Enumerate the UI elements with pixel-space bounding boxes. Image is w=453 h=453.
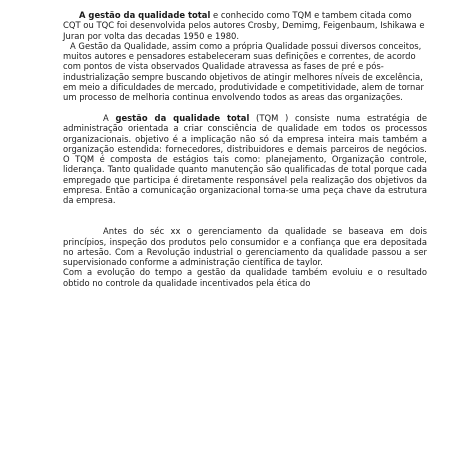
bold-term: gestão da qualidade total — [115, 112, 250, 123]
paragraph-tqm — [63, 113, 427, 206]
paragraph-text: e conhecido como TQM e tambem citada como CQT ou TQC foi desenvolvida pelos autores Crosby, Demimg, Feigenbaum, Ishikawa e Juran por volta das decadas 1950 e 1980. — [63, 10, 425, 41]
paragraph-gap — [63, 206, 427, 216]
paragraph-text: (TQM ) consiste numa estratégia de administração orientada a criar consciência de qualidade em todos os processos organizacionais. objetivo é a implicação não só da empresa inteira mais também a organização estendida: fornecedores, distribuidores e demais parceiros de negócios. O TQM é composta de estágios tais como: planejamento, Organização controle, liderança. Tanto qualidade quanto manutenção são qualificadas de total porque cada empregado que participa é diretamente responsável pela realização dos objetivos da empresa. Então a comunicação organizacional torna-se uma peça chave da estrutura da empresa. — [63, 112, 427, 206]
paragraph-evolution — [63, 267, 427, 288]
paragraph-text: A Gestão da Qualidade, assim como a própria Qualidade possui diversos conceitos, muitos autores e pensadores estabeleceram suas definições e correntes, de acordo com pontos de vista observados Qualidade atravessa as fases de pré e pós-industrialização sempre buscando objetivos de atingir melhores níveis de excelência, em meio a dificuldades de mercado, produtividade e competitividade, alem de tornar um processo de melhoria continua envolvendo todos as areas das organizações. — [63, 40, 424, 103]
paragraph-concepts — [63, 41, 427, 103]
paragraph-gap — [63, 216, 427, 226]
paragraph-text: Com a evolução do tempo a gestão da qualidade também evoluiu e o resultado obtido no controle da qualidade incentivados pela ética do — [63, 267, 427, 288]
paragraph-text: Antes do séc xx o gerenciamento da qualidade se baseava em dois princípios, inspeção dos produtos pelo consumidor e a confiança que era depositada no artesão. Com a Revolução industrial o gerenciamento da qualidade passou a ser supervisionado conforme a administração científica de taylor. — [63, 226, 427, 268]
paragraph-prefix: A — [103, 112, 116, 123]
paragraph-intro — [63, 10, 427, 41]
bold-term: A gestão da qualidade total — [79, 10, 211, 20]
paragraph-history — [63, 226, 427, 267]
paragraph-gap — [63, 103, 427, 113]
